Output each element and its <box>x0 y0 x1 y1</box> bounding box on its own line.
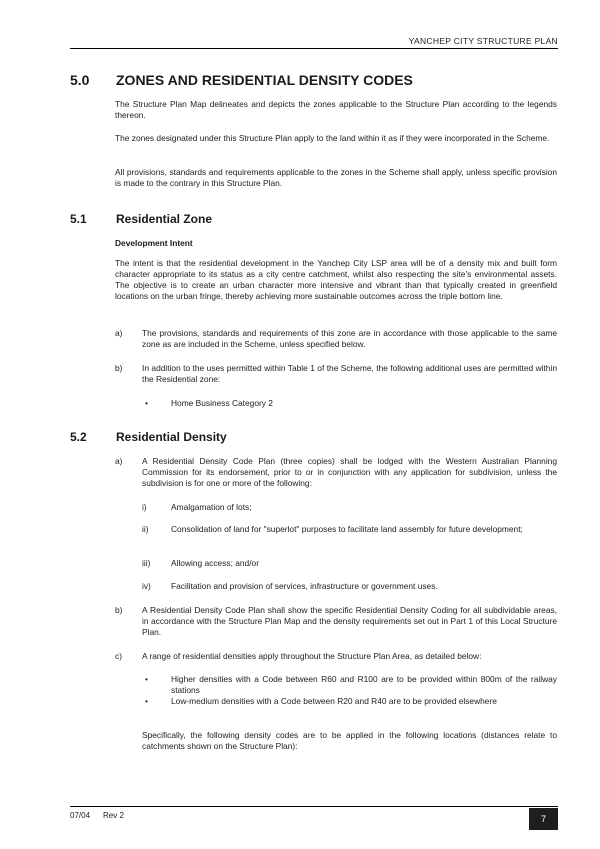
list-item-text: A Residential Density Code Plan shall show the specific Residential Density Coding for all subdividable areas, in accordance with the Structure Plan Map and the density requirements set out in Part 1 of this Local Structure Plan. <box>142 605 557 637</box>
bullet-text: Low-medium densities with a Code between R20 and R40 are to be provided elsewhere <box>171 696 497 706</box>
list-item-label: a) <box>115 328 123 338</box>
header-divider <box>70 48 558 49</box>
bullet-text: Higher densities with a Code between R60 and R100 are to be provided within 800m of the railway stations <box>171 674 557 695</box>
list-item-label: a) <box>115 456 123 466</box>
footer-date: 07/04 <box>70 811 91 820</box>
bullet-glyph: • <box>145 696 148 706</box>
running-header: YANCHEP CITY STRUCTURE PLAN <box>408 36 558 46</box>
sub-list-label: iv) <box>142 581 151 591</box>
section-number: 5.0 <box>70 72 90 88</box>
sub-list-text: Facilitation and provision of services, infrastructure or government uses. <box>171 581 438 591</box>
section-title: ZONES AND RESIDENTIAL DENSITY CODES <box>116 72 413 88</box>
section-heading <box>70 72 413 88</box>
sub-list-text: Consolidation of land for "superlot" purposes to facilitate land assembly for future development; <box>171 524 523 534</box>
subsection-heading <box>70 212 212 226</box>
footer-divider <box>70 806 558 807</box>
sub-list-text: Allowing access; and/or <box>171 558 259 568</box>
development-intent-heading: Development Intent <box>115 238 193 248</box>
list-item-label: b) <box>115 605 123 615</box>
sub-list-label: i) <box>142 502 147 512</box>
sub-list-label: ii) <box>142 524 149 534</box>
subsection-number: 5.1 <box>70 212 87 226</box>
intent-paragraph: The intent is that the residential development in the Yanchep City LSP area will be of a density mix and built form character appropriate to its status as a city centre catchment, whilst also respecting the site’s environmental assets. The objective is to create an urban character more intensive and vibrant than that typically created in greenfield locations on the urban fringe, thereby achieving more sustainable outcomes across the triple bottom line. <box>115 258 557 301</box>
list-item-label: c) <box>115 651 122 661</box>
intro-paragraph: All provisions, standards and requirements applicable to the zones in the Scheme shall apply, unless specific provision is made to the contrary in this Structure Plan. <box>115 167 557 188</box>
subsection-heading <box>70 430 227 444</box>
sub-list-label: iii) <box>142 558 151 568</box>
list-item-text: The provisions, standards and requirements of this zone are in accordance with those applicable to the same zone as are included in the Scheme, unless specified below. <box>142 328 557 349</box>
footer-revision: Rev 2 <box>103 811 124 820</box>
bullet-glyph: • <box>145 674 148 684</box>
list-item-text: A Residential Density Code Plan (three copies) shall be lodged with the Western Australian Planning Commission for its endorsement, prior to or in conjunction with any application for subdivision, unless the subdivision is for one or more of the following: <box>142 456 557 488</box>
subsection-number: 5.2 <box>70 430 87 444</box>
bullet-text: Home Business Category 2 <box>171 398 273 408</box>
list-item-label: b) <box>115 363 123 373</box>
list-item-text: In addition to the uses permitted within Table 1 of the Scheme, the following additional uses are permitted within the Residential zone: <box>142 363 557 384</box>
intro-paragraph: The Structure Plan Map delineates and depicts the zones applicable to the Structure Plan according to the legends thereon. <box>115 99 557 120</box>
page-number: 7 <box>529 808 558 830</box>
sub-list-text: Amalgamation of lots; <box>171 502 252 512</box>
intro-paragraph: The zones designated under this Structure Plan apply to the land within it as if they were incorporated in the Scheme. <box>115 133 550 143</box>
closing-paragraph: Specifically, the following density codes are to be applied in the following locations (distances relate to catchments shown on the Structure Plan): <box>142 730 557 751</box>
bullet-glyph: • <box>145 398 148 408</box>
list-item-text: A range of residential densities apply throughout the Structure Plan Area, as detailed below: <box>142 651 482 661</box>
subsection-title: Residential Zone <box>116 212 213 226</box>
subsection-title: Residential Density <box>116 430 227 444</box>
